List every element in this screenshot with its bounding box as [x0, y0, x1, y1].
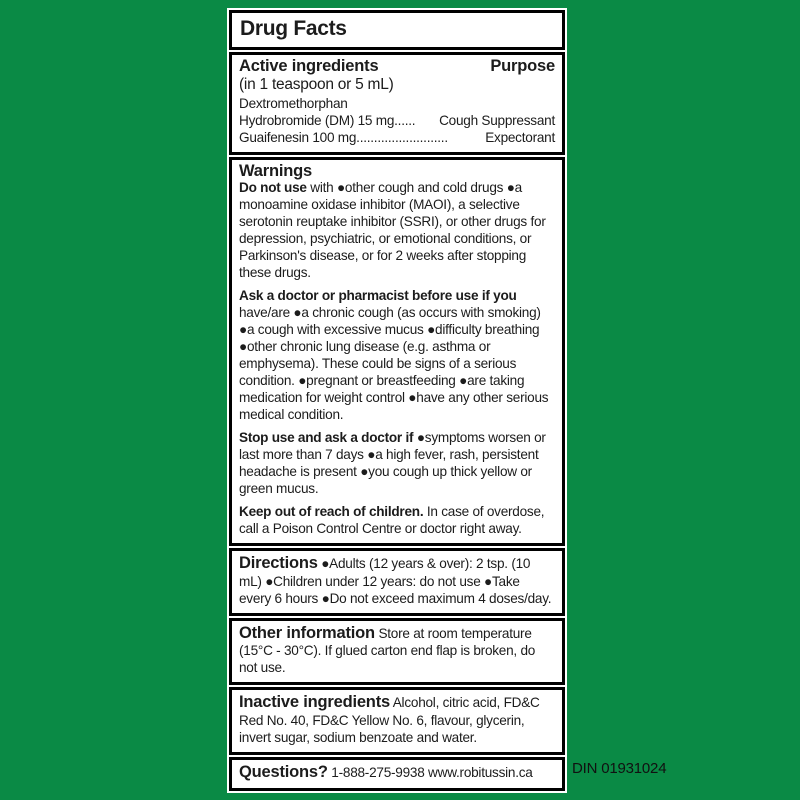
- active-ingredients-heading: Active ingredients: [239, 57, 379, 75]
- active-ingredients-section: [229, 52, 565, 155]
- warning-text: In case of overdose, call a Poison Control Centre or doctor right away.: [239, 504, 545, 537]
- ingredient-name: Dextromethorphan: [239, 95, 348, 111]
- dose-basis: (in 1 teaspoon or 5 mL): [239, 75, 394, 93]
- warnings-section: [229, 157, 565, 547]
- warnings-heading: Warnings: [239, 161, 312, 180]
- directions-heading: Directions: [239, 554, 318, 573]
- questions-paragraph: [239, 762, 555, 783]
- label-panel: [227, 8, 567, 793]
- other-information-text: Store at room temperature (15°C - 30°C). If glued carton end flap is broken, do not use.: [239, 625, 536, 676]
- inactive-ingredients-text: Alcohol, citric acid, FD&C Red No. 40, FD&C Yellow No. 6, flavour, glycerin, invert sugar, sodium benzoate and water.: [239, 695, 540, 745]
- inactive-ingredients-heading: Inactive ingredients: [239, 693, 390, 712]
- questions-section: [229, 757, 565, 791]
- ingredient-name: Guaifenesin 100 mg..........................: [239, 129, 448, 145]
- other-information-section: [229, 618, 565, 686]
- inactive-ingredients-paragraph: [239, 692, 555, 747]
- warning-text: have/are ●a chronic cough (as occurs with smoking) ●a cough with excessive mucus ●difficulty breathing ●other chronic lung disease (e.g. asthma or emphysema). These could be signs of a serious condition. ●pregnant or breastfeeding ●are taking medication for weight control ●have any other serious medical condition.: [239, 305, 549, 423]
- warning-paragraph-keep-out-of-reach: [239, 504, 555, 538]
- drug-facts-header: [229, 10, 565, 50]
- ingredient-name: Hydrobromide (DM) 15 mg......: [239, 112, 416, 128]
- warning-paragraph-do-not-use: [239, 180, 555, 282]
- din-number: DIN 01931024: [572, 760, 667, 777]
- questions-text: 1-888-275-9938 www.robitussin.ca: [327, 764, 533, 780]
- warning-text: ●symptoms worsen or last more than 7 days ●a high fever, rash, persistent headache is present ●you cough up thick yellow or green mucus.: [239, 430, 546, 497]
- ingredient-row: [239, 130, 555, 147]
- warning-lead: Keep out of reach of children.: [239, 504, 424, 520]
- inactive-ingredients-section: [229, 687, 565, 755]
- warning-paragraph-ask-doctor: [239, 288, 555, 424]
- ingredient-purpose: Expectorant: [485, 129, 555, 145]
- questions-heading: Questions?: [239, 762, 328, 781]
- warning-text: with ●other cough and cold drugs ●a monoamine oxidase inhibitor (MAOI), a selective serotonin reuptake inhibitor (SSRI), or other drugs for depression, psychiatric, or emotional conditions, or Parkinson's disease, or for 2 weeks after stopping these drugs.: [239, 180, 546, 281]
- warning-lead: Stop use and ask a doctor if: [239, 430, 414, 446]
- other-information-heading: Other information: [239, 623, 375, 642]
- directions-text: ●Adults (12 years & over): 2 tsp. (10 mL) ●Children under 12 years: do not use ●Take every 6 hours ●Do not exceed maximum 4 doses/day.: [239, 556, 552, 606]
- other-information-paragraph: [239, 623, 555, 678]
- directions-section: [229, 548, 565, 616]
- directions-paragraph: [239, 553, 555, 608]
- warning-lead: Do not use: [239, 180, 307, 196]
- ingredient-purpose: Cough Suppressant: [439, 112, 555, 128]
- purpose-heading: Purpose: [490, 57, 555, 75]
- ingredient-row: [239, 96, 555, 113]
- warning-paragraph-stop-use: [239, 430, 555, 498]
- drug-facts-title: Drug Facts: [240, 17, 347, 40]
- warning-lead: Ask a doctor or pharmacist before use if you: [239, 288, 517, 304]
- active-ingredients-heading-row: [239, 57, 555, 76]
- ingredient-row: [239, 113, 555, 130]
